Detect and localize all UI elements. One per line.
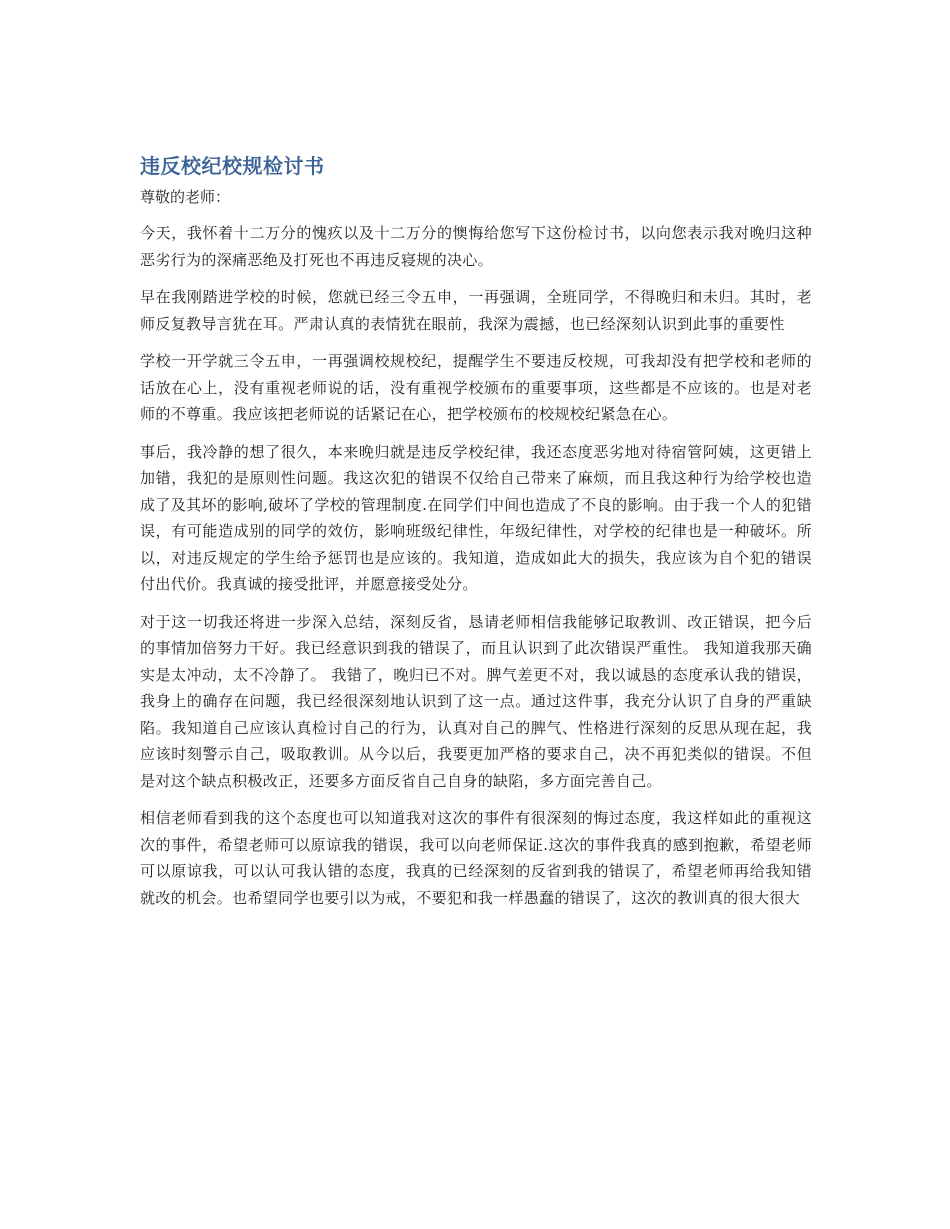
paragraph-6: 相信老师看到我的这个态度也可以知道我对这次的事件有很深刻的悔过态度，我这样如此的重视这次的事件，希望老师可以原谅我的错误，我可以向老师保证.这次的事件我真的感到抱歉，希望老师可以原谅我，可以认可我认错的态度，我真的已经深刻的反省到我的错误了，希望老师再给我知错就改的机会。也希望同学也要引以为戒，不要犯和我一样愚蠢的错误了，这次的教训真的很大很大 — [140, 809, 812, 907]
paragraph-2: 早在我刚踏进学校的时候，您就已经三令五申，一再强调，全班同学，不得晚归和未归。其时，老师反复教导言犹在耳。严肃认真的表情犹在眼前，我深为震撼，也已经深刻认识到此事的重要性 — [140, 288, 812, 333]
paragraph-1: 今天，我怀着十二万分的愧疚以及十二万分的懊悔给您写下这份检讨书，以向您表示我对晚归这种恶劣行为的深痛恶绝及打死也不再违反寝规的决心。 — [140, 224, 812, 269]
paragraph-4: 事后，我冷静的想了很久，本来晚归就是违反学校纪律，我还态度恶劣地对待宿管阿姨，这更错上加错，我犯的是原则性问题。我这次犯的错误不仅给自己带来了麻烦，而且我这种行为给学校也造成了及其坏的影响,破坏了学校的管理制度.在同学们中间也造成了不良的影响。由于我一个人的犯错误，有可能造成别的同学的效仿，影响班级纪律性，年级纪律性，对学校的纪律也是一种破坏。所以，对违反规定的学生给予惩罚也是应该的。我知道，造成如此大的损失，我应该为自个犯的错误付出代价。我真诚的接受批评，并愿意接受处分。 — [140, 442, 812, 593]
document-title: 违反校纪校规检讨书 — [140, 154, 325, 178]
paragraph-3: 学校一开学就三令五申，一再强调校规校纪，提醒学生不要违反校规，可我却没有把学校和老师的话放在心上，没有重视老师说的话，没有重视学校颁布的重要事项，这些都是不应该的。也是对老师的不尊重。我应该把老师说的话紧记在心，把学校颁布的校规校纪紧急在心。 — [140, 352, 812, 423]
paragraph-5: 对于这一切我还将进一步深入总结，深刻反省，恳请老师相信我能够记取教训、改正错误，把今后的事情加倍努力干好。我已经意识到我的错误了，而且认识到了此次错误严重性。 我知道我那天确实是太冲动，太不冷静了。 我错了，晚归已不对。脾气差更不对，我以诚恳的态度承认我的错误，我身上的确存在问题，我已经很深刻地认识到了这一点。通过这件事，我充分认识了自身的严重缺陷。我知道自己应该认真检讨自己的行为，认真对自己的脾气、性格进行深刻的反思从现在起，我应该时刻警示自己，吸取教训。从今以后，我要更加严格的要求自己，决不再犯类似的错误。不但是对这个缺点积极改正，还要多方面反省自己自身的缺陷，多方面完善自己。 — [140, 612, 812, 790]
document-page — [140, 150, 812, 922]
salutation: 尊敬的老师： — [140, 188, 231, 206]
